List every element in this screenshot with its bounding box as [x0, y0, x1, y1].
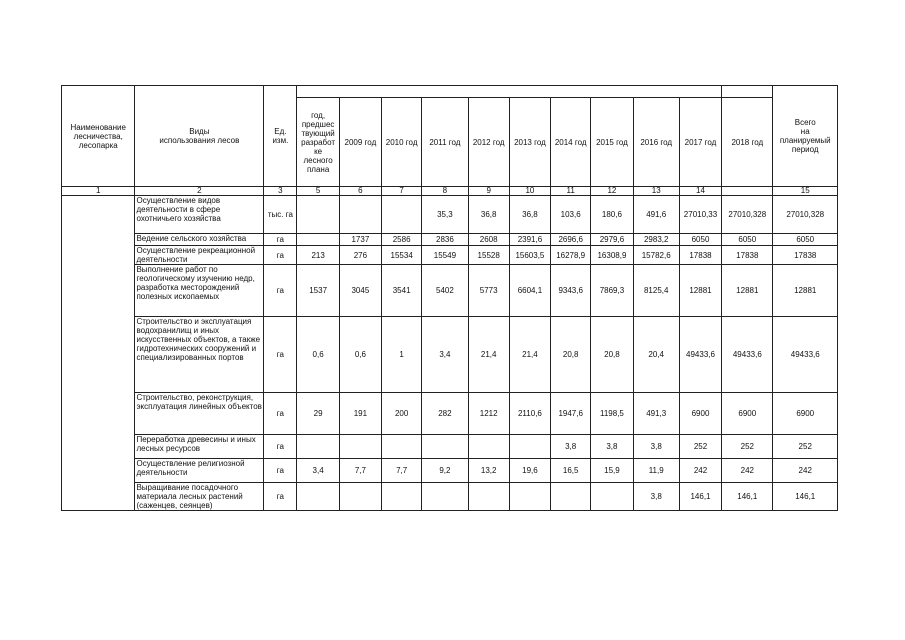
use-kind-cell: Осуществление рекреационной деятельности	[135, 246, 264, 265]
value-cell: 200	[382, 393, 422, 435]
value-cell	[382, 196, 422, 234]
value-cell: 16308,9	[591, 246, 633, 265]
value-cell: 6050	[722, 234, 773, 246]
header-year: 2009 год	[339, 98, 381, 187]
column-number: 12	[591, 187, 633, 196]
value-cell: 491,3	[633, 393, 679, 435]
value-cell: 180,6	[591, 196, 633, 234]
value-cell: 49433,6	[722, 317, 773, 393]
header-kind: Виды использования лесов	[135, 86, 264, 187]
value-cell: 20,8	[551, 317, 591, 393]
table-row	[62, 196, 838, 234]
header-year: 2013 год	[509, 98, 550, 187]
value-cell: 15603,5	[509, 246, 550, 265]
value-cell: 146,1	[773, 483, 838, 511]
value-cell: 2836	[422, 234, 468, 246]
value-cell	[297, 435, 339, 459]
value-cell: 3,8	[551, 435, 591, 459]
value-cell	[297, 483, 339, 511]
value-cell: 6604,1	[509, 265, 550, 317]
unit-cell: га	[264, 246, 297, 265]
value-cell: 17838	[679, 246, 721, 265]
value-cell: 20,4	[633, 317, 679, 393]
use-kind-cell: Строительство и эксплуатация водохранилищ и иных искусственных объектов, а также гидротехнических сооружений и специализированных портов	[135, 317, 264, 393]
column-number	[722, 187, 773, 196]
value-cell: 5402	[422, 265, 468, 317]
value-cell: 242	[722, 459, 773, 483]
value-cell: 5773	[468, 265, 509, 317]
column-number: 3	[264, 187, 297, 196]
value-cell	[339, 196, 381, 234]
unit-cell: га	[264, 265, 297, 317]
column-number: 9	[468, 187, 509, 196]
value-cell: 3,8	[591, 435, 633, 459]
value-cell: 2391,6	[509, 234, 550, 246]
unit-cell: га	[264, 393, 297, 435]
use-kind-cell: Переработка древесины и иных лесных ресурсов	[135, 435, 264, 459]
header-top-blank-2	[722, 86, 773, 98]
value-cell: 2979,6	[591, 234, 633, 246]
column-number: 14	[679, 187, 721, 196]
table-row	[62, 234, 838, 246]
value-cell: 2586	[382, 234, 422, 246]
value-cell: 9,2	[422, 459, 468, 483]
value-cell: 12881	[722, 265, 773, 317]
use-kind-cell: Выполнение работ по геологическому изучению недр, разработка месторождений полезных ископаемых	[135, 265, 264, 317]
unit-cell: га	[264, 435, 297, 459]
column-number: 15	[773, 187, 838, 196]
forest-use-table	[61, 85, 838, 511]
unit-cell: тыс. га	[264, 196, 297, 234]
table-row	[62, 393, 838, 435]
use-kind-cell: Осуществление религиозной деятельности	[135, 459, 264, 483]
use-kind-cell: Ведение сельского хозяйства	[135, 234, 264, 246]
value-cell: 49433,6	[773, 317, 838, 393]
value-cell: 276	[339, 246, 381, 265]
value-cell: 49433,6	[679, 317, 721, 393]
value-cell: 6050	[773, 234, 838, 246]
value-cell: 21,4	[468, 317, 509, 393]
table-row	[62, 459, 838, 483]
use-kind-cell: Строительство, реконструкция, эксплуатация линейных объектов	[135, 393, 264, 435]
value-cell: 27010,328	[722, 196, 773, 234]
column-number: 11	[551, 187, 591, 196]
value-cell: 6900	[722, 393, 773, 435]
value-cell: 103,6	[551, 196, 591, 234]
unit-cell: га	[264, 483, 297, 511]
value-cell	[509, 483, 550, 511]
value-cell: 6900	[773, 393, 838, 435]
value-cell	[468, 483, 509, 511]
value-cell: 27010,33	[679, 196, 721, 234]
value-cell: 1212	[468, 393, 509, 435]
column-number: 13	[633, 187, 679, 196]
value-cell: 35,3	[422, 196, 468, 234]
value-cell: 1	[382, 317, 422, 393]
value-cell: 11,9	[633, 459, 679, 483]
header-year: 2010 год	[382, 98, 422, 187]
value-cell	[422, 483, 468, 511]
use-kind-cell: Выращивание посадочного материала лесных растений (саженцев, сеянцев)	[135, 483, 264, 511]
value-cell: 7869,3	[591, 265, 633, 317]
value-cell: 7,7	[382, 459, 422, 483]
value-cell: 146,1	[722, 483, 773, 511]
value-cell: 15528	[468, 246, 509, 265]
use-kind-cell: Осуществление видов деятельности в сфере охотничьего хозяйства	[135, 196, 264, 234]
value-cell: 7,7	[339, 459, 381, 483]
value-cell: 3045	[339, 265, 381, 317]
header-year: 2011 год	[422, 98, 468, 187]
value-cell: 191	[339, 393, 381, 435]
value-cell	[297, 234, 339, 246]
value-cell: 36,8	[509, 196, 550, 234]
unit-cell: га	[264, 234, 297, 246]
value-cell: 16,5	[551, 459, 591, 483]
value-cell: 2983,2	[633, 234, 679, 246]
value-cell: 15549	[422, 246, 468, 265]
value-cell	[297, 196, 339, 234]
value-cell: 252	[773, 435, 838, 459]
column-number: 5	[297, 187, 339, 196]
value-cell: 27010,328	[773, 196, 838, 234]
header-year: 2017 год	[679, 98, 721, 187]
value-cell: 13,2	[468, 459, 509, 483]
value-cell: 15,9	[591, 459, 633, 483]
value-cell: 20,8	[591, 317, 633, 393]
value-cell: 6900	[679, 393, 721, 435]
value-cell: 15534	[382, 246, 422, 265]
value-cell: 6050	[679, 234, 721, 246]
value-cell: 1537	[297, 265, 339, 317]
value-cell: 282	[422, 393, 468, 435]
value-cell: 19,6	[509, 459, 550, 483]
value-cell	[339, 435, 381, 459]
column-number: 6	[339, 187, 381, 196]
value-cell: 252	[679, 435, 721, 459]
value-cell: 36,8	[468, 196, 509, 234]
header-year: 2018 год	[722, 98, 773, 187]
value-cell: 15782,6	[633, 246, 679, 265]
value-cell: 242	[679, 459, 721, 483]
value-cell: 2110,6	[509, 393, 550, 435]
value-cell: 1737	[339, 234, 381, 246]
value-cell: 17838	[773, 246, 838, 265]
header-year: 2012 год	[468, 98, 509, 187]
value-cell	[422, 435, 468, 459]
header-prev-year: год, предшес твующий разработ ке лесного плана	[297, 98, 339, 187]
value-cell	[509, 435, 550, 459]
header-year: 2015 год	[591, 98, 633, 187]
value-cell: 2696,6	[551, 234, 591, 246]
value-cell	[551, 483, 591, 511]
value-cell	[468, 435, 509, 459]
value-cell	[382, 483, 422, 511]
value-cell: 242	[773, 459, 838, 483]
value-cell: 21,4	[509, 317, 550, 393]
value-cell: 3,4	[297, 459, 339, 483]
value-cell	[591, 483, 633, 511]
value-cell: 3,8	[633, 435, 679, 459]
header-year: 2016 год	[633, 98, 679, 187]
forestry-name-cell	[62, 196, 135, 511]
table-row	[62, 483, 838, 511]
table-row	[62, 265, 838, 317]
value-cell: 16278,9	[551, 246, 591, 265]
value-cell: 252	[722, 435, 773, 459]
column-number: 1	[62, 187, 135, 196]
header-total: Всего на планируемый период	[773, 86, 838, 187]
column-number: 10	[509, 187, 550, 196]
table-row	[62, 246, 838, 265]
value-cell: 9343,6	[551, 265, 591, 317]
value-cell: 29	[297, 393, 339, 435]
value-cell: 12881	[773, 265, 838, 317]
value-cell	[382, 435, 422, 459]
value-cell: 12881	[679, 265, 721, 317]
header-name: Наименование лесничества, лесопарка	[62, 86, 135, 187]
header-top-blank	[297, 86, 722, 98]
value-cell: 17838	[722, 246, 773, 265]
column-number: 8	[422, 187, 468, 196]
value-cell: 2608	[468, 234, 509, 246]
value-cell: 213	[297, 246, 339, 265]
table-row	[62, 317, 838, 393]
unit-cell: га	[264, 459, 297, 483]
column-number: 7	[382, 187, 422, 196]
value-cell: 1198,5	[591, 393, 633, 435]
unit-cell: га	[264, 317, 297, 393]
value-cell: 3,8	[633, 483, 679, 511]
value-cell: 8125,4	[633, 265, 679, 317]
header-year: 2014 год	[551, 98, 591, 187]
value-cell: 0,6	[339, 317, 381, 393]
value-cell: 3541	[382, 265, 422, 317]
value-cell: 146,1	[679, 483, 721, 511]
column-number: 2	[135, 187, 264, 196]
value-cell: 0,6	[297, 317, 339, 393]
header-unit: Ед. изм.	[264, 86, 297, 187]
value-cell	[339, 483, 381, 511]
value-cell: 3,4	[422, 317, 468, 393]
value-cell: 1947,6	[551, 393, 591, 435]
table-row	[62, 435, 838, 459]
value-cell: 491,6	[633, 196, 679, 234]
